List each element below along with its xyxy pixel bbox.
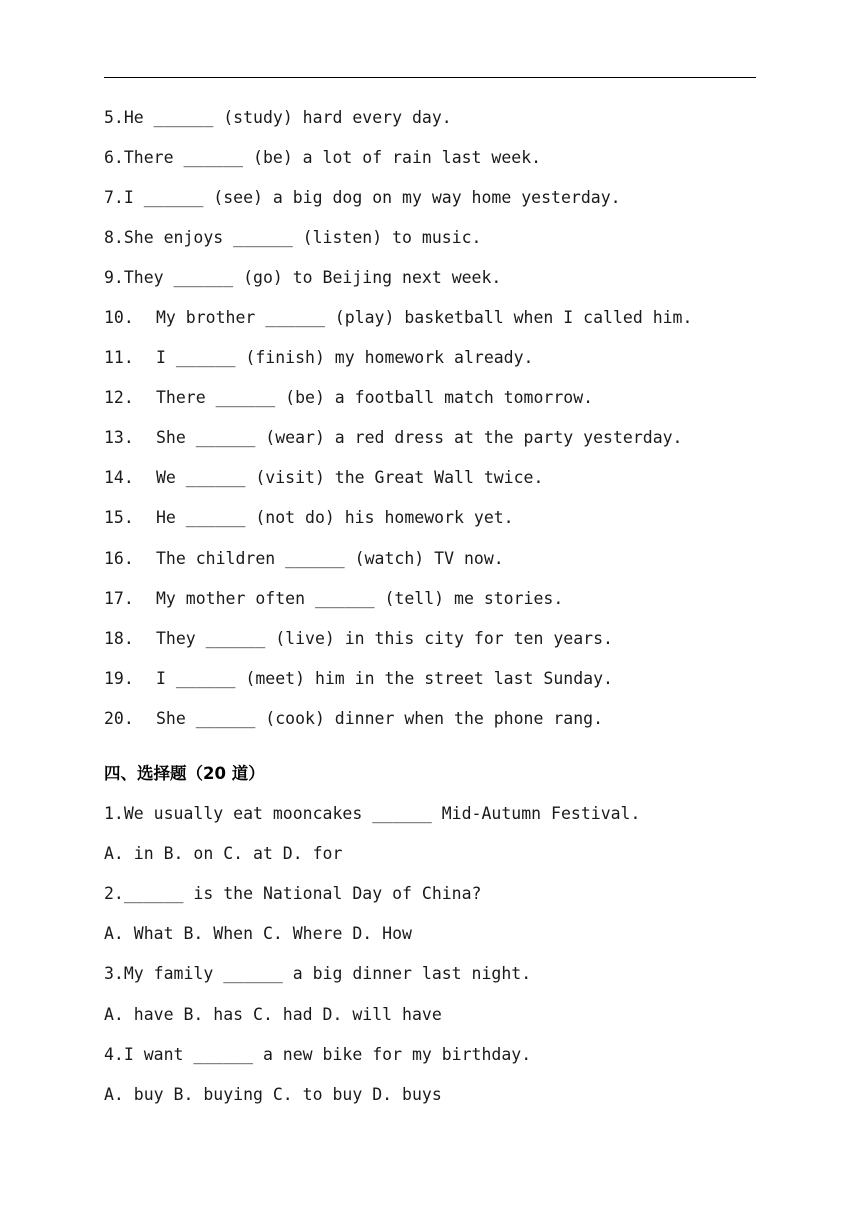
- fill-blank-item-14: [104, 468, 543, 488]
- choice-question-3: 3.My family ______ a big dinner last night.: [104, 964, 532, 983]
- fill-blank-item-16: [104, 549, 504, 569]
- item-text: I ______ (meet) him in the street last Sunday.: [156, 669, 613, 688]
- item-number: 15.: [104, 508, 134, 527]
- item-text: The children ______ (watch) TV now.: [156, 549, 504, 568]
- section-heading: 四、选择题（20 道）: [104, 764, 265, 783]
- fill-blank-item-10: [104, 308, 692, 328]
- item-text: My mother often ______ (tell) me stories.: [156, 589, 564, 608]
- fill-blank-item-15: [104, 508, 514, 528]
- choice-options-2: A. What B. When C. Where D. How: [104, 924, 412, 943]
- choice-question-2: 2.______ is the National Day of China?: [104, 884, 482, 903]
- item-number: 17.: [104, 589, 134, 608]
- item-text: My brother ______ (play) basketball when I called him.: [156, 308, 693, 327]
- header-rule: [104, 77, 756, 78]
- fill-blank-item-9: [104, 268, 501, 288]
- fill-blank-item-11: [104, 348, 534, 368]
- choice-question-4: 4.I want ______ a new bike for my birthday.: [104, 1045, 532, 1064]
- item-text: We ______ (visit) the Great Wall twice.: [156, 468, 544, 487]
- item-text: She ______ (wear) a red dress at the party yesterday.: [156, 428, 683, 447]
- item-number: 5.: [104, 108, 124, 127]
- fill-blank-item-12: [104, 388, 593, 408]
- item-text: She ______ (cook) dinner when the phone rang.: [156, 709, 604, 728]
- fill-blank-item-18: [104, 629, 613, 649]
- item-number: 9.: [104, 268, 124, 287]
- item-text: He ______ (study) hard every day.: [123, 108, 452, 127]
- choice-question-1: 1.We usually eat mooncakes ______ Mid-Autumn Festival.: [104, 804, 641, 823]
- item-number: 11.: [104, 348, 134, 367]
- choice-options-4: A. buy B. buying C. to buy D. buys: [104, 1085, 442, 1104]
- item-number: 14.: [104, 468, 134, 487]
- fill-blank-item-5: [104, 108, 452, 128]
- item-text: They ______ (go) to Beijing next week.: [123, 268, 502, 287]
- choice-options-1: A. in B. on C. at D. for: [104, 844, 343, 863]
- item-number: 18.: [104, 629, 134, 648]
- fill-blank-item-7: [104, 188, 621, 208]
- fill-blank-item-6: [104, 148, 541, 168]
- item-text: She enjoys ______ (listen) to music.: [123, 228, 482, 247]
- item-number: 16.: [104, 549, 134, 568]
- item-number: 7.: [104, 188, 124, 207]
- item-text: There ______ (be) a lot of rain last week.: [123, 148, 542, 167]
- item-number: 12.: [104, 388, 134, 407]
- item-text: There ______ (be) a football match tomorrow.: [156, 388, 594, 407]
- fill-blank-item-13: [104, 428, 683, 448]
- item-text: I ______ (finish) my homework already.: [156, 348, 534, 367]
- item-number: 10.: [104, 308, 134, 327]
- fill-blank-item-20: [104, 709, 603, 729]
- fill-blank-item-17: [104, 589, 563, 609]
- item-text: I ______ (see) a big dog on my way home yesterday.: [123, 188, 621, 207]
- fill-blank-item-8: [104, 228, 482, 248]
- fill-blank-item-19: [104, 669, 613, 689]
- choice-options-3: A. have B. has C. had D. will have: [104, 1005, 442, 1024]
- item-number: 20.: [104, 709, 134, 728]
- item-number: 6.: [104, 148, 124, 167]
- item-number: 13.: [104, 428, 134, 447]
- item-number: 8.: [104, 228, 124, 247]
- item-text: He ______ (not do) his homework yet.: [156, 508, 514, 527]
- item-text: They ______ (live) in this city for ten years.: [156, 629, 613, 648]
- item-number: 19.: [104, 669, 134, 688]
